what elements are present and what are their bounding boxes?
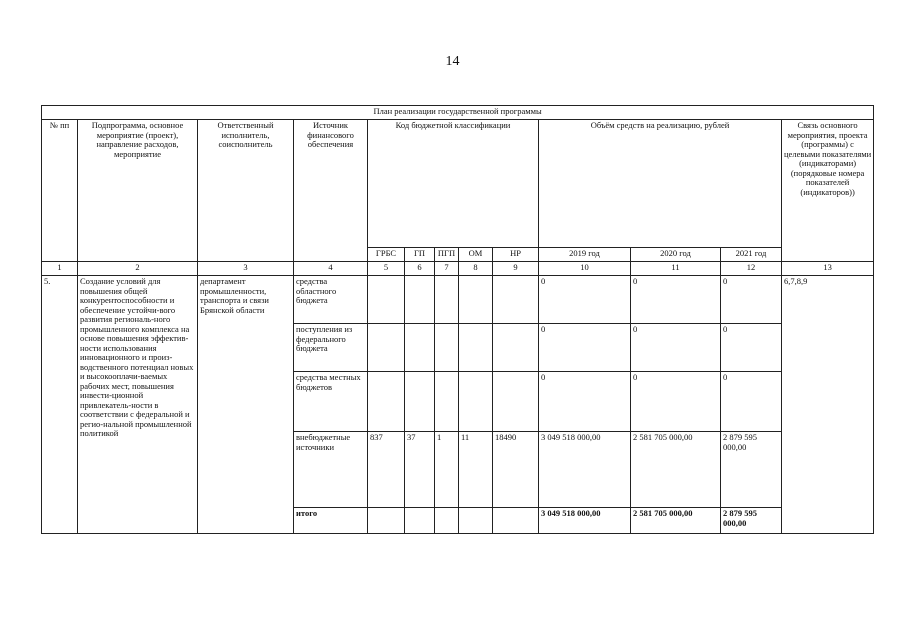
row-subprogram: Создание условий для повышения общей конкурентоспособности и обеспечение устойчи-вого развития региональ-ного промышленного комплекса на основе повышения эффектив-ности использования инновационного и произ-водственного потенциал новых и высокооплачи-ваемых рабочих мест, повышения инвести-ционной привлекатель-ности в соответствии с федеральной и регио-нальной промышленной политикой xyxy=(78,276,198,534)
cell-2020: 0 xyxy=(631,372,721,432)
column-number: 6 xyxy=(405,262,435,276)
header-2020: 2020 год xyxy=(631,248,721,262)
cell-2021: 0 xyxy=(721,324,782,372)
total-om xyxy=(459,508,493,534)
cell-gp xyxy=(405,276,435,324)
cell-om xyxy=(459,276,493,324)
total-grbs xyxy=(368,508,405,534)
header-executor: Ответственный исполнитель, соисполнитель xyxy=(198,120,294,262)
header-grbs: ГРБС xyxy=(368,248,405,262)
cell-om: 11 xyxy=(459,432,493,508)
cell-np xyxy=(493,276,539,324)
cell-pgp xyxy=(435,372,459,432)
header-num: № пп xyxy=(42,120,78,262)
table-title: План реализации государственной программы xyxy=(42,106,874,120)
cell-2021: 2 879 595 000,00 xyxy=(721,432,782,508)
column-number: 12 xyxy=(721,262,782,276)
column-number: 11 xyxy=(631,262,721,276)
header-source: Источник финансового обеспечения xyxy=(294,120,368,262)
column-number: 8 xyxy=(459,262,493,276)
column-number: 4 xyxy=(294,262,368,276)
cell-2021: 0 xyxy=(721,276,782,324)
cell-np xyxy=(493,324,539,372)
header-2019: 2019 год xyxy=(539,248,631,262)
column-number: 3 xyxy=(198,262,294,276)
total-pgp xyxy=(435,508,459,534)
source-name: поступления из федерального бюджета xyxy=(294,324,368,372)
cell-2019: 0 xyxy=(539,276,631,324)
total-2020: 2 581 705 000,00 xyxy=(631,508,721,534)
column-number: 2 xyxy=(78,262,198,276)
cell-pgp xyxy=(435,276,459,324)
header-gp: ГП xyxy=(405,248,435,262)
header-budget-code: Код бюджетной классификации xyxy=(368,120,539,248)
cell-2019: 3 049 518 000,00 xyxy=(539,432,631,508)
source-name: внебюджетные источники xyxy=(294,432,368,508)
cell-gp: 37 xyxy=(405,432,435,508)
source-name: средства областного бюджета xyxy=(294,276,368,324)
plan-table xyxy=(41,105,874,534)
total-label: итого xyxy=(294,508,368,534)
source-name: средства местных бюджетов xyxy=(294,372,368,432)
header-subprogram: Подпрограмма, основное мероприятие (проект), направление расходов, мероприятие xyxy=(78,120,198,262)
cell-grbs xyxy=(368,276,405,324)
cell-2021: 0 xyxy=(721,372,782,432)
cell-pgp: 1 xyxy=(435,432,459,508)
column-number: 9 xyxy=(493,262,539,276)
cell-np: 18490 xyxy=(493,432,539,508)
cell-2020: 2 581 705 000,00 xyxy=(631,432,721,508)
cell-np xyxy=(493,372,539,432)
cell-om xyxy=(459,324,493,372)
cell-grbs xyxy=(368,372,405,432)
cell-2020: 0 xyxy=(631,276,721,324)
cell-gp xyxy=(405,324,435,372)
cell-2019: 0 xyxy=(539,372,631,432)
column-number: 5 xyxy=(368,262,405,276)
header-link-indicators: Связь основного мероприятия, проекта (программы) с целевыми показателями (индикаторами) (порядковые номера показателей (индикаторов)) xyxy=(782,120,874,262)
cell-pgp xyxy=(435,324,459,372)
cell-gp xyxy=(405,372,435,432)
header-2021: 2021 год xyxy=(721,248,782,262)
total-np xyxy=(493,508,539,534)
row-executor: департамент промышленности, транспорта и связи Брянской области xyxy=(198,276,294,534)
cell-2020: 0 xyxy=(631,324,721,372)
cell-grbs xyxy=(368,324,405,372)
page-number: 14 xyxy=(445,54,460,69)
row-indicators: 6,7,8,9 xyxy=(782,276,874,534)
header-om: ОМ xyxy=(459,248,493,262)
header-volume: Объём средств на реализацию, рублей xyxy=(539,120,782,248)
cell-grbs: 837 xyxy=(368,432,405,508)
column-number: 13 xyxy=(782,262,874,276)
row-number: 5. xyxy=(42,276,78,534)
column-number: 10 xyxy=(539,262,631,276)
column-number: 1 xyxy=(42,262,78,276)
column-number: 7 xyxy=(435,262,459,276)
header-np: НР xyxy=(493,248,539,262)
cell-om xyxy=(459,372,493,432)
header-pgp: ПГП xyxy=(435,248,459,262)
total-gp xyxy=(405,508,435,534)
total-2021: 2 879 595 000,00 xyxy=(721,508,782,534)
total-2019: 3 049 518 000,00 xyxy=(539,508,631,534)
cell-2019: 0 xyxy=(539,324,631,372)
